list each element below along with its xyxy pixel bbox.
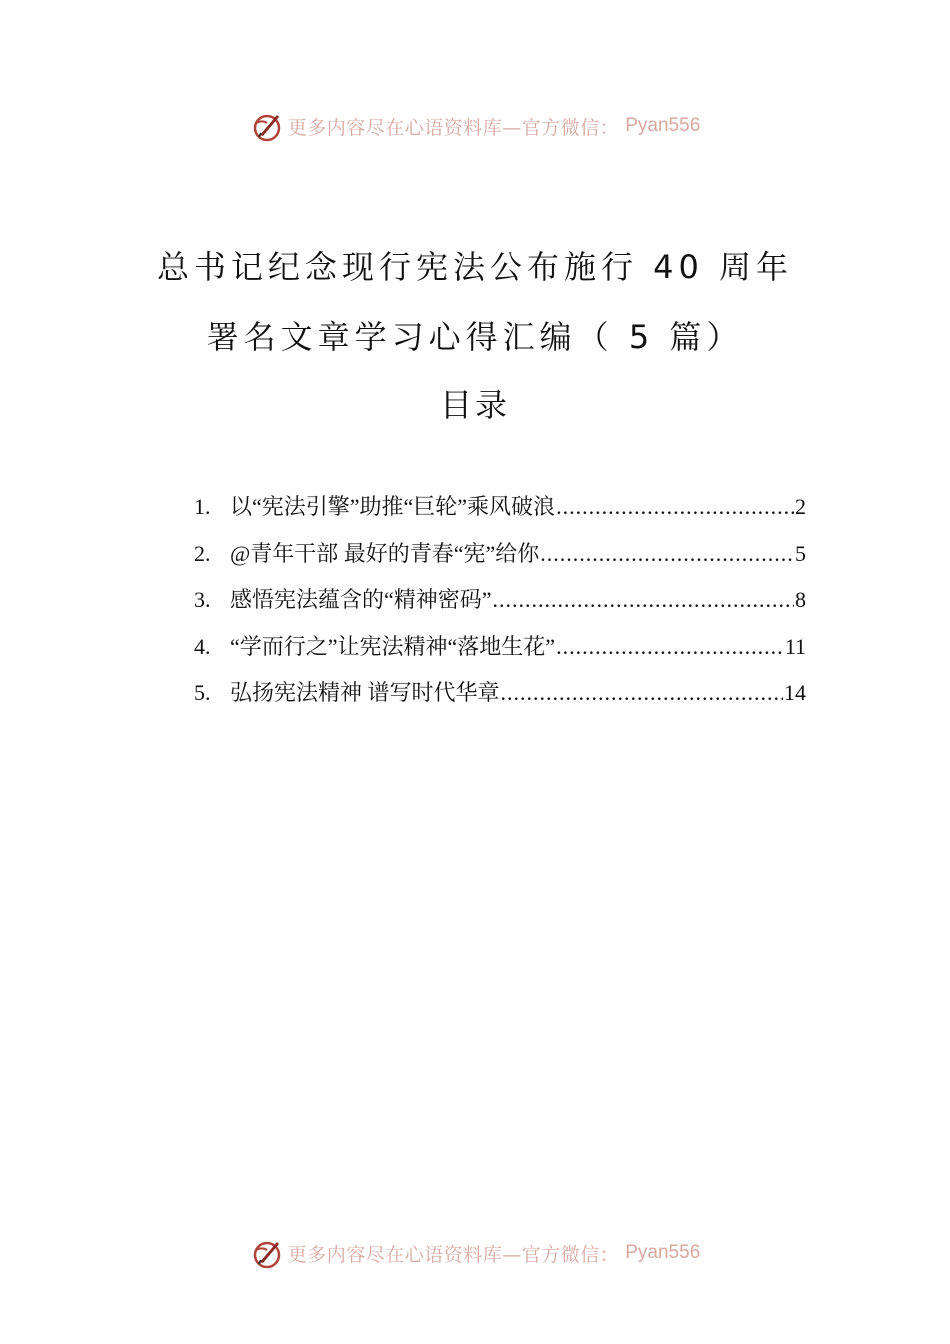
toc-entry-5[interactable] — [194, 676, 806, 723]
document-title-line2: 署名文章学习心得汇编（ 5 篇） — [206, 318, 744, 356]
toc-leader-dots — [540, 541, 794, 567]
toc-entry-3[interactable] — [194, 583, 806, 630]
toc-heading: 目录 — [439, 386, 510, 424]
toc-entry-2[interactable] — [194, 537, 806, 584]
watermark-text: 更多内容尽在心语资料库—官方微信： — [287, 116, 620, 139]
quill-pen-logo-icon — [250, 109, 284, 143]
document-title-line1: 总书记纪念现行宪法公布施行 40 周年 — [156, 248, 794, 286]
toc-entry-number: 1. — [194, 494, 211, 519]
toc-entry-page: 11 — [784, 633, 806, 659]
toc-entry-page: 8 — [795, 587, 806, 612]
quill-pen-logo-icon — [250, 1236, 284, 1270]
header-watermark — [0, 106, 950, 146]
toc-entry-1[interactable] — [194, 490, 806, 537]
toc-entry-title: @青年干部 最好的青春“宪”给你 — [230, 540, 540, 566]
toc-entry-page: 5 — [795, 540, 806, 566]
toc-entry-number: 5. — [194, 680, 211, 705]
toc-leader-dots — [556, 494, 794, 520]
table-of-contents — [194, 490, 806, 723]
toc-leader-dots — [501, 680, 783, 706]
watermark-account: Pyan556 — [625, 1242, 701, 1263]
watermark-text: 更多内容尽在心语资料库—官方微信： — [287, 1243, 620, 1266]
toc-entry-page: 2 — [795, 494, 806, 519]
footer-watermark — [0, 1233, 950, 1273]
toc-entry-title: “学而行之”让宪法精神“落地生花” — [230, 633, 556, 659]
toc-leader-dots — [493, 587, 794, 613]
watermark-account: Pyan556 — [625, 115, 701, 136]
toc-entry-number: 2. — [194, 540, 211, 566]
toc-entry-number: 3. — [194, 587, 211, 612]
toc-entry-title: 感悟宪法蕴含的“精神密码” — [230, 587, 492, 612]
toc-entry-page: 14 — [784, 680, 806, 705]
toc-entry-title: 以“宪法引擎”助推“巨轮”乘风破浪 — [230, 494, 556, 519]
toc-entry-title: 弘扬宪法精神 谱写时代华章 — [230, 680, 500, 705]
toc-entry-4[interactable] — [194, 630, 806, 677]
toc-entry-number: 4. — [194, 633, 211, 659]
toc-leader-dots — [556, 634, 784, 660]
